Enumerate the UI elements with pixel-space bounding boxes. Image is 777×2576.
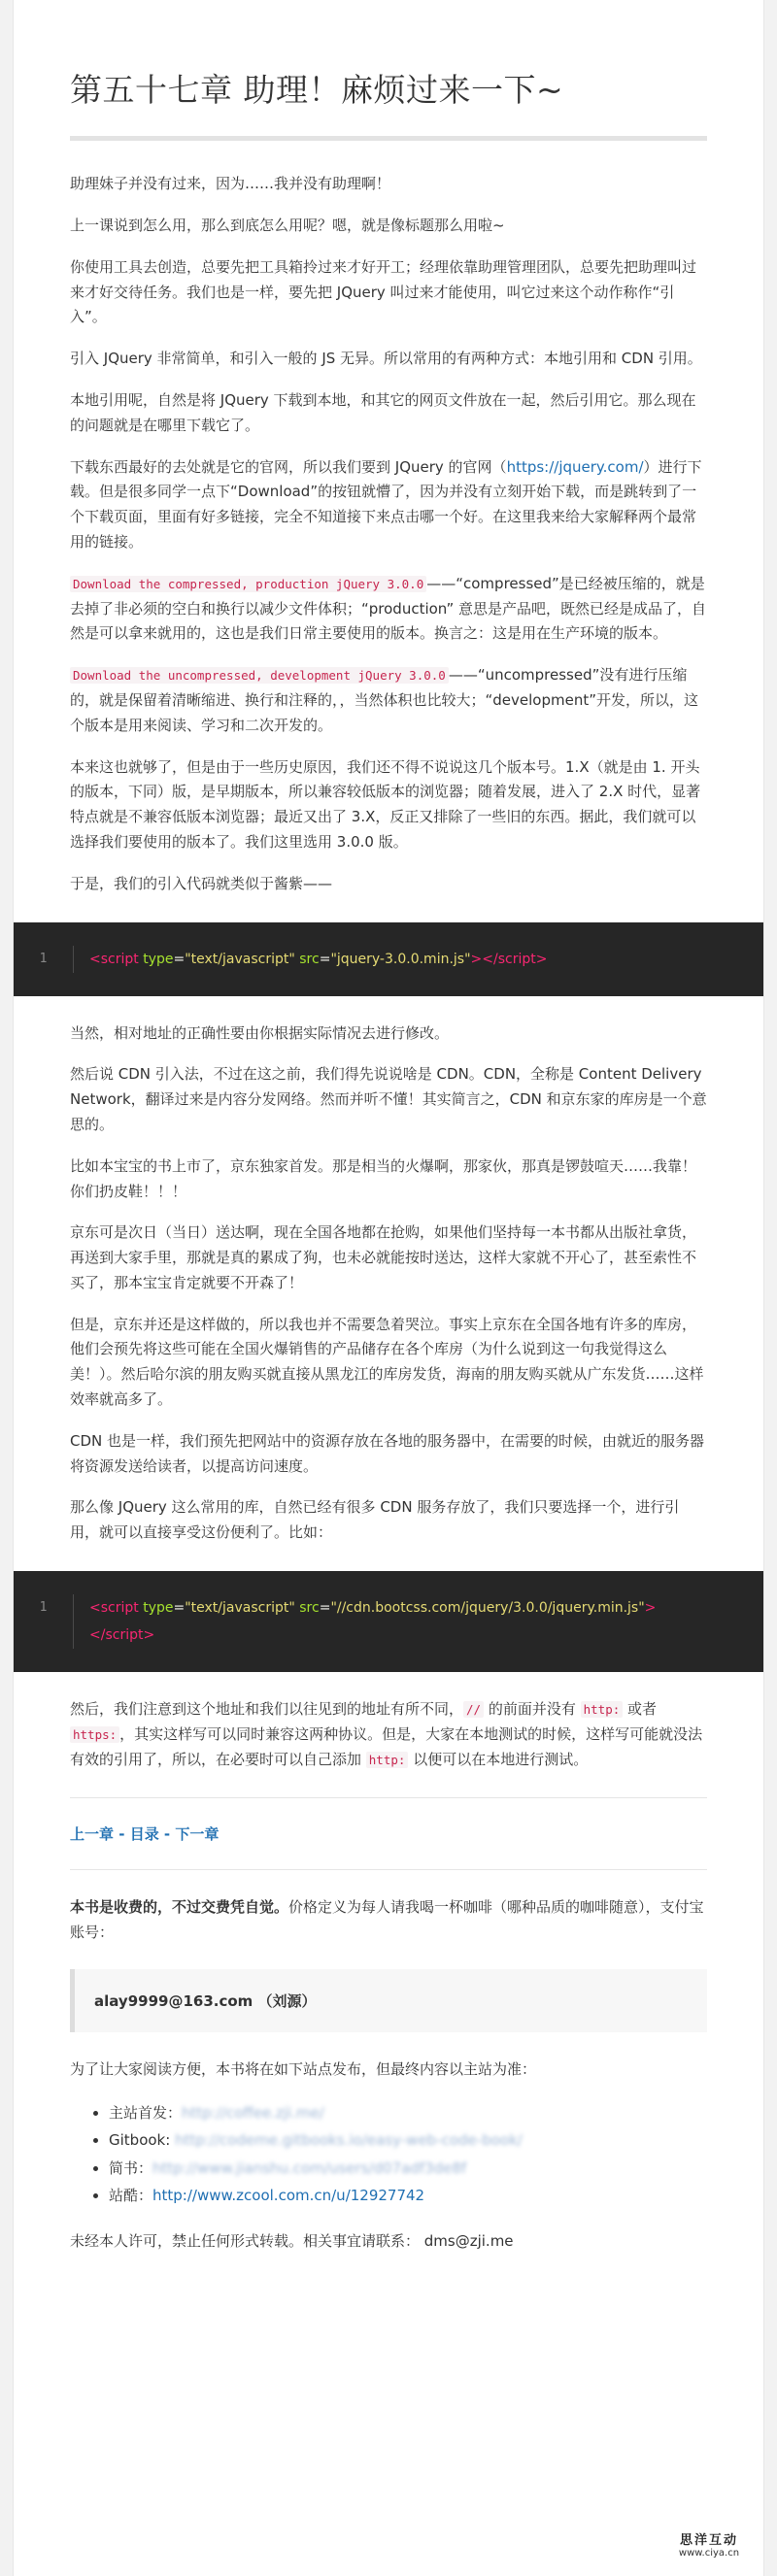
site-link[interactable]: http://codeme.gitbooks.io/easy-web-code-book/ [175, 2131, 523, 2150]
paragraph [70, 663, 707, 738]
paragraph: CDN 也是一样，我们预先把网站中的资源存放在各地的服务器中，在需要的时候，由就近的服务器将资源发送给读者，以提高访问速度。 [70, 1431, 705, 1475]
account-quote [70, 1969, 707, 2032]
code-token: >< [470, 951, 494, 967]
code-token: "text/javascript" [185, 951, 295, 967]
list-item [109, 2155, 707, 2183]
site-label: 简书： [109, 2158, 153, 2177]
next-chapter-link[interactable]: 下一章 [175, 1825, 220, 1844]
inline-code: Download the uncompressed, development jQuery 3.0.0 [70, 667, 449, 684]
code-token: type [143, 951, 174, 967]
watermark-logo [662, 2529, 756, 2564]
paragraph: 比如本宝宝的书上市了，京东独家首发。那是相当的火爆啊，那家伙，那真是锣鼓喧天……我靠！你们扔皮鞋！！！ [70, 1156, 697, 1200]
code-token: > [644, 1600, 657, 1617]
code-block-cdn [14, 1571, 763, 1672]
publish-note: 为了让大家阅读方便，本书将在如下站点发布，但最终内容以主站为准： [70, 2060, 537, 2079]
code-line: <script type="text/javascript" src="jquery-3.0.0.min.js"></script> [89, 951, 548, 967]
code-block-local [14, 922, 763, 996]
paragraph: 你使用工具去创造，总要先把工具箱拎过来才好开工；经理依靠助理管理团队，总要先把助理叫过来才好交待任务。我们也是一样，要先把 JQuery 叫过来才能使用，叫它过来这个动作称作“引入”。 [70, 257, 697, 326]
paragraph: 当然，相对地址的正确性要由你根据实际情况去进行修改。 [70, 1023, 450, 1042]
line-number: 1 [14, 946, 74, 973]
text: 或者 [623, 1700, 658, 1719]
text: 以便可以在本地进行测试。 [408, 1750, 589, 1768]
code-token: "jquery-3.0.0.min.js" [330, 951, 471, 967]
inline-code: // [463, 1701, 484, 1718]
site-link[interactable]: http://coffee.zji.me/ [182, 2103, 324, 2122]
list-item [109, 2126, 707, 2155]
nav-separator: - [158, 1825, 176, 1844]
inline-code: http: [366, 1752, 409, 1768]
code-token: > [535, 951, 548, 967]
code-token: src [299, 1600, 320, 1617]
site-list [109, 2099, 707, 2210]
paragraph: 本地引用呢，自然是将 JQuery 下载到本地，和其它的网页文件放在一起，然后引用它。那么现在的问题就是在哪里下载它了。 [70, 390, 696, 434]
alipay-account: alay9999@163.com （刘源） [94, 1992, 317, 2011]
site-label: Gitbook: [109, 2131, 176, 2150]
watermark-url: www.ciya.cn [678, 2548, 740, 2559]
paragraph: 引入 JQuery 非常简单，和引入一般的 JS 无异。所以常用的有两种方式：本地引用和 CDN 引用。 [70, 350, 702, 368]
chapter-title: 第五十七章 助理！麻烦过来一下~ [70, 68, 707, 141]
site-label: 主站首发： [109, 2103, 183, 2122]
text: 下载东西最好的去处就是它的官网，所以我们要到 JQuery 的官网（ [70, 457, 507, 476]
paragraph: 于是，我们的引入代码就类似于酱紫—— [70, 874, 333, 892]
paragraph: 那么像 JQuery 这么常用的库，自然已经有很多 CDN 服务存放了，我们只要选择一个，进行引用，就可以直接享受这份便利了。比如： [70, 1498, 680, 1542]
code-token: type [143, 1600, 174, 1617]
line-number: 1 [14, 1594, 74, 1649]
site-link[interactable]: http://www.zcool.com.cn/u/12927742 [152, 2187, 425, 2205]
paragraph: 本来这也就够了，但是由于一些历史原因，我们还不得不说说这几个版本号。1.X（就是由 1. 开头的版本，下同）版，是早期版本，所以兼容较低版本的浏览器；随着发展，进入了 2.X 时代，显著特点就是不兼容低版本浏览器；最近又出了 3.X，反正又排除了一些旧的东西。据此，我们就可以选择我们要使用的版本了。我们这里选用 3.0.0 版。 [70, 757, 701, 851]
code-token: /script [493, 951, 536, 967]
inline-code: http: [581, 1701, 624, 1718]
toc-link[interactable]: 目录 [129, 1825, 159, 1844]
code-token: "text/javascript" [185, 1600, 295, 1617]
chapter-nav [70, 1823, 707, 1844]
jquery-site-link[interactable]: https://jquery.com/ [506, 457, 644, 476]
article-page [13, 0, 764, 2576]
paragraph: 然后说 CDN 引入法，不过在这之前，我们得先说说啥是 CDN。CDN，全称是 Content Delivery Network，翻译过来是内容分发网络。然而并听不懂！其实简言之，CDN 和京东家的库房是一个意思的。 [70, 1065, 707, 1133]
code-token: src [299, 951, 320, 967]
paragraph [70, 455, 707, 555]
code-line: <script type="text/javascript" src="//cdn.bootcss.com/jquery/3.0.0/jquery.min.js"> </script> [89, 1600, 657, 1644]
divider [70, 1797, 707, 1798]
list-item [109, 2099, 707, 2127]
inline-code: https: [70, 1726, 119, 1743]
text: ，其实这样写可以同时兼容这两种协议。但是，大家在本地测试的时候，这样写可能就没法有效的引用了，所以，在必要时可以自己添加 [70, 1724, 703, 1768]
paragraph: 上一课说到怎么用，那么到底怎么用呢？嗯，就是像标题那么用啦~ [70, 216, 505, 234]
site-link[interactable]: http://www.jianshu.com/users/d07adf3de8f [152, 2158, 467, 2177]
watermark-text: 思洋互动 [679, 2533, 738, 2548]
paragraph: 但是，京东并还是这样做的，所以我也并不需要急着哭泣。事实上京东在全国各地有许多的库房，他们会预先将这些可能在全国火爆销售的产品储存在各个库房（为什么说到这一句我觉得这么美！）。然后哈尔滨的朋友购买就直接从黑龙江的库房发货，海南的朋友购买就从广东发货……这样效率就高多了。 [70, 1315, 704, 1409]
code-token: <script [89, 1600, 139, 1617]
code-token: </script [89, 1627, 144, 1644]
text: ）进行下载。但是很多同学一点下“Download”的按钮就懵了，因为并没有立刻开始下载，而是跳转到了一个下载页面，里面有好多链接，完全不知道接下来点击哪一个好。在这里我来给大家解释两个最常用的链接。 [70, 457, 702, 551]
list-item [109, 2182, 707, 2210]
code-token: "//cdn.bootcss.com/jquery/3.0.0/jquery.min.js" [330, 1600, 645, 1617]
prev-chapter-link[interactable]: 上一章 [70, 1825, 115, 1844]
text: ——“uncompressed”没有进行压缩的，就是保留着清晰缩进、换行和注释的，，当然体积也比较大；“development”开发，所以，这个版本是用来阅读、学习和二次开发的。 [70, 666, 698, 734]
paragraph [70, 1697, 707, 1772]
divider [70, 1869, 707, 1870]
text: 价格定义为每人请我喝一杯咖啡（哪种品质的咖啡随意），支付宝账号： [70, 1898, 704, 1942]
paragraph [70, 572, 707, 647]
code-token: <script [89, 951, 139, 967]
inline-code: Download the compressed, production jQuery 3.0.0 [70, 576, 426, 592]
paragraph: 京东可是次日（当日）送达啊，现在全国各地都在抢购，如果他们坚持每一本书都从出版社拿货，再送到大家手里，那就是真的累成了狗，也未必就能按时送达，这样大家就不开心了，甚至索性不买了，那本宝宝肯定就要不开森了！ [70, 1223, 697, 1291]
nav-separator: - [114, 1825, 130, 1844]
payment-note-bold: 本书是收费的，不过交费凭自觉。 [70, 1898, 289, 1917]
copyright-note: 未经本人许可，禁止任何形式转载。相关事宜请联系： dms@zji.me [70, 2231, 514, 2250]
payment-note [70, 1895, 707, 1946]
text: ——“compressed”是已经被压缩的，就是去掉了非必须的空白和换行以减少文件体积；“production” 意思是产品吧，既然已经是成品了，自然是可以拿来就用的，这也是我们日常主要使用的版本。换言之：这是用在生产环境的版本。 [70, 574, 707, 643]
paragraph: 助理妹子并没有过来，因为……我并没有助理啊！ [70, 175, 391, 193]
text: 然后，我们注意到这个地址和我们以往见到的地址有所不同， [70, 1700, 464, 1719]
site-label: 站酷： [109, 2187, 153, 2205]
code-token: > [143, 1627, 155, 1644]
text: 的前面并没有 [484, 1700, 581, 1719]
